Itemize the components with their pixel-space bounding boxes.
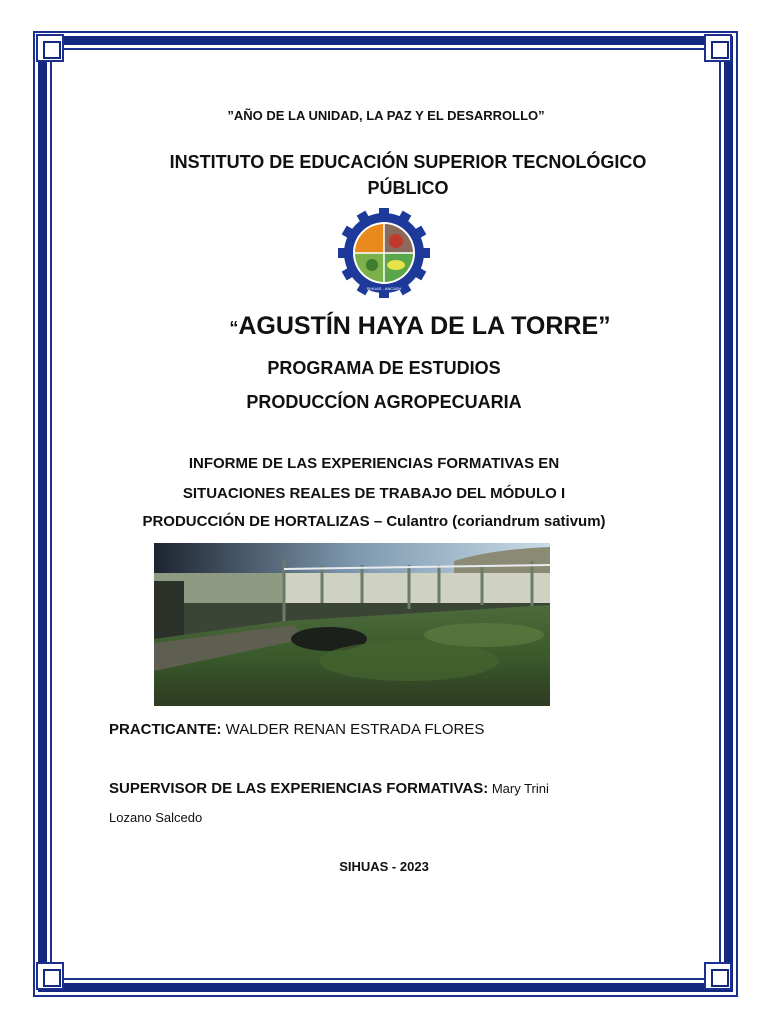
border-corner-ornament (36, 34, 64, 62)
institution-name (0, 312, 768, 341)
place-and-year: SIHUAS - 2023 (339, 859, 429, 874)
institution-name-text: AGUSTÍN HAYA DE LA TORRE (238, 312, 599, 340)
supervisor-name-part1: Mary Trini (488, 781, 549, 796)
seal-ring-text: SIHUAS - ANCASH (366, 286, 402, 291)
close-quote: ” (598, 312, 611, 340)
practicante-label: PRACTICANTE: (109, 721, 222, 738)
program-name: PRODUCCÍON AGROPECUARIA (246, 392, 522, 412)
report-title-line3 (0, 513, 748, 530)
open-quote: “ (229, 318, 239, 338)
border-corner-ornament (704, 962, 732, 990)
report-title-line2: SITUACIONES REALES DE TRABAJO DEL MÓDULO I (182, 485, 566, 502)
institute-title-line1: INSTITUTO DE EDUCACIÓN SUPERIOR TECNOLÓGICO (169, 152, 647, 172)
institute-seal-icon (333, 208, 435, 298)
supervisor-name-part2: Lozano Salcedo (109, 810, 203, 825)
year-motto: ”AÑO DE LA UNIDAD, LA PAZ Y EL DESARROLLO” (227, 108, 545, 123)
practicante-line (109, 721, 484, 738)
crop-name: Culantro (coriandrum sativum) (386, 513, 606, 530)
supervisor-label: SUPERVISOR DE LAS EXPERIENCIAS FORMATIVAS: (109, 780, 489, 797)
module-name: PRODUCCIÓN DE HORTALIZAS – (142, 513, 387, 530)
institute-title-line2: PÚBLICO (367, 178, 449, 198)
program-label: PROGRAMA DE ESTUDIOS (267, 358, 501, 378)
supervisor-line (109, 780, 549, 797)
practicante-name: WALDER RENAN ESTRADA FLORES (221, 721, 485, 738)
border-corner-ornament (704, 34, 732, 62)
border-corner-ornament (36, 962, 64, 990)
greenhouse-crop-photo (154, 543, 550, 706)
report-title-line1: INFORME DE LAS EXPERIENCIAS FORMATIVAS EN (188, 455, 560, 472)
